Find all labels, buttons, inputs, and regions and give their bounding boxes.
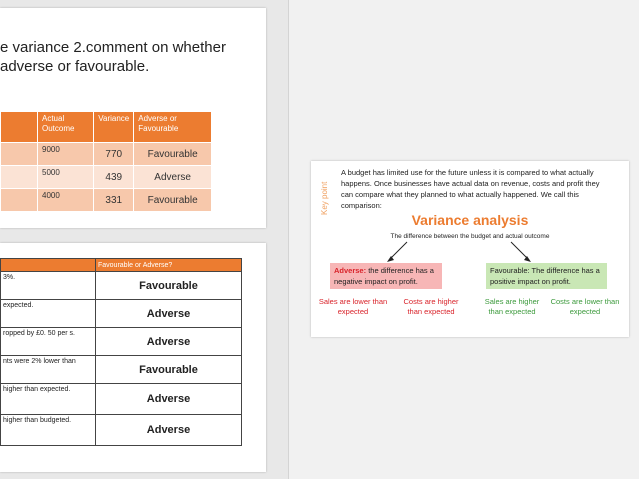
adverse-case-costs: Costs are higher than expected bbox=[403, 297, 459, 316]
answer-cell: Adverse bbox=[96, 384, 242, 415]
result-cell: Favourable bbox=[134, 143, 212, 166]
question-cell: higher than budgeted. bbox=[1, 415, 96, 446]
slide-title bbox=[0, 38, 266, 76]
question-cell: expected. bbox=[1, 300, 96, 328]
answer-cell: Adverse bbox=[96, 415, 242, 446]
adverse-box bbox=[330, 263, 442, 289]
row-cell-blank bbox=[1, 166, 38, 189]
actual-cell: 4000 bbox=[38, 189, 94, 212]
table-row bbox=[1, 143, 212, 166]
adverse-label: Adverse: bbox=[334, 266, 367, 275]
row-cell-blank bbox=[1, 189, 38, 212]
answer-cell: Favourable bbox=[96, 356, 242, 384]
arrowhead-right-icon bbox=[524, 256, 531, 262]
table-row bbox=[1, 272, 242, 300]
actual-cell: 9000 bbox=[38, 143, 94, 166]
table-row bbox=[1, 415, 242, 446]
actual-cell: 5000 bbox=[38, 166, 94, 189]
result-cell: Adverse bbox=[134, 166, 212, 189]
table-row bbox=[1, 300, 242, 328]
question-cell: higher than expected. bbox=[1, 384, 96, 415]
slide-variance-table[interactable] bbox=[0, 8, 266, 228]
question-cell: nts were 2% lower than bbox=[1, 356, 96, 384]
answers-table bbox=[0, 258, 242, 446]
table-row bbox=[1, 384, 242, 415]
question-cell: ropped by £0. 50 per s. bbox=[1, 328, 96, 356]
answer-cell: Adverse bbox=[96, 300, 242, 328]
title-line-1: e variance 2.comment on whether bbox=[0, 39, 226, 56]
arrowhead-left-icon bbox=[387, 256, 394, 262]
header-variance: Variance bbox=[94, 112, 134, 143]
header-answer: Favourable or Adverse? bbox=[96, 259, 242, 272]
answer-cell: Adverse bbox=[96, 328, 242, 356]
question-cell: 3%. bbox=[1, 272, 96, 300]
slide-favourable-adverse[interactable] bbox=[0, 243, 266, 472]
variance-cell: 439 bbox=[94, 166, 134, 189]
variance-cell: 770 bbox=[94, 143, 134, 166]
favourable-case-sales: Sales are higher than expected bbox=[484, 297, 540, 316]
answer-cell: Favourable bbox=[96, 272, 242, 300]
intro-text: A budget has limited use for the future unless it is compared to what actually happens. Once businesses have actual data on revenue, costs and profit they can compare what they planned to what actually happened. We call this comparison: bbox=[341, 168, 600, 210]
header-actual: Actual Outcome bbox=[38, 112, 94, 143]
adverse-text: the difference has a negative impact on profit. bbox=[334, 266, 434, 286]
variance-subtitle: The difference between the budget and actual outcome bbox=[390, 233, 550, 240]
favourable-case-costs: Costs are lower than expected bbox=[550, 297, 620, 316]
variance-cell: 331 bbox=[94, 189, 134, 212]
variance-title: Variance analysis bbox=[411, 212, 529, 228]
table-row bbox=[1, 189, 212, 212]
header-blank bbox=[1, 112, 38, 143]
row-cell-blank bbox=[1, 143, 38, 166]
header-question bbox=[1, 259, 96, 272]
title-line-2: adverse or favourable. bbox=[0, 58, 150, 75]
result-cell: Favourable bbox=[134, 189, 212, 212]
variance-table bbox=[0, 111, 212, 212]
table-row bbox=[1, 356, 242, 384]
header-result: Adverse or Favourable bbox=[134, 112, 212, 143]
key-point-label: Key point bbox=[320, 181, 329, 215]
favourable-box: Favourable: The difference has a positive impact on profit. bbox=[486, 263, 607, 289]
table-row bbox=[1, 328, 242, 356]
table-row bbox=[1, 166, 212, 189]
adverse-case-sales: Sales are lower than expected bbox=[318, 297, 388, 316]
